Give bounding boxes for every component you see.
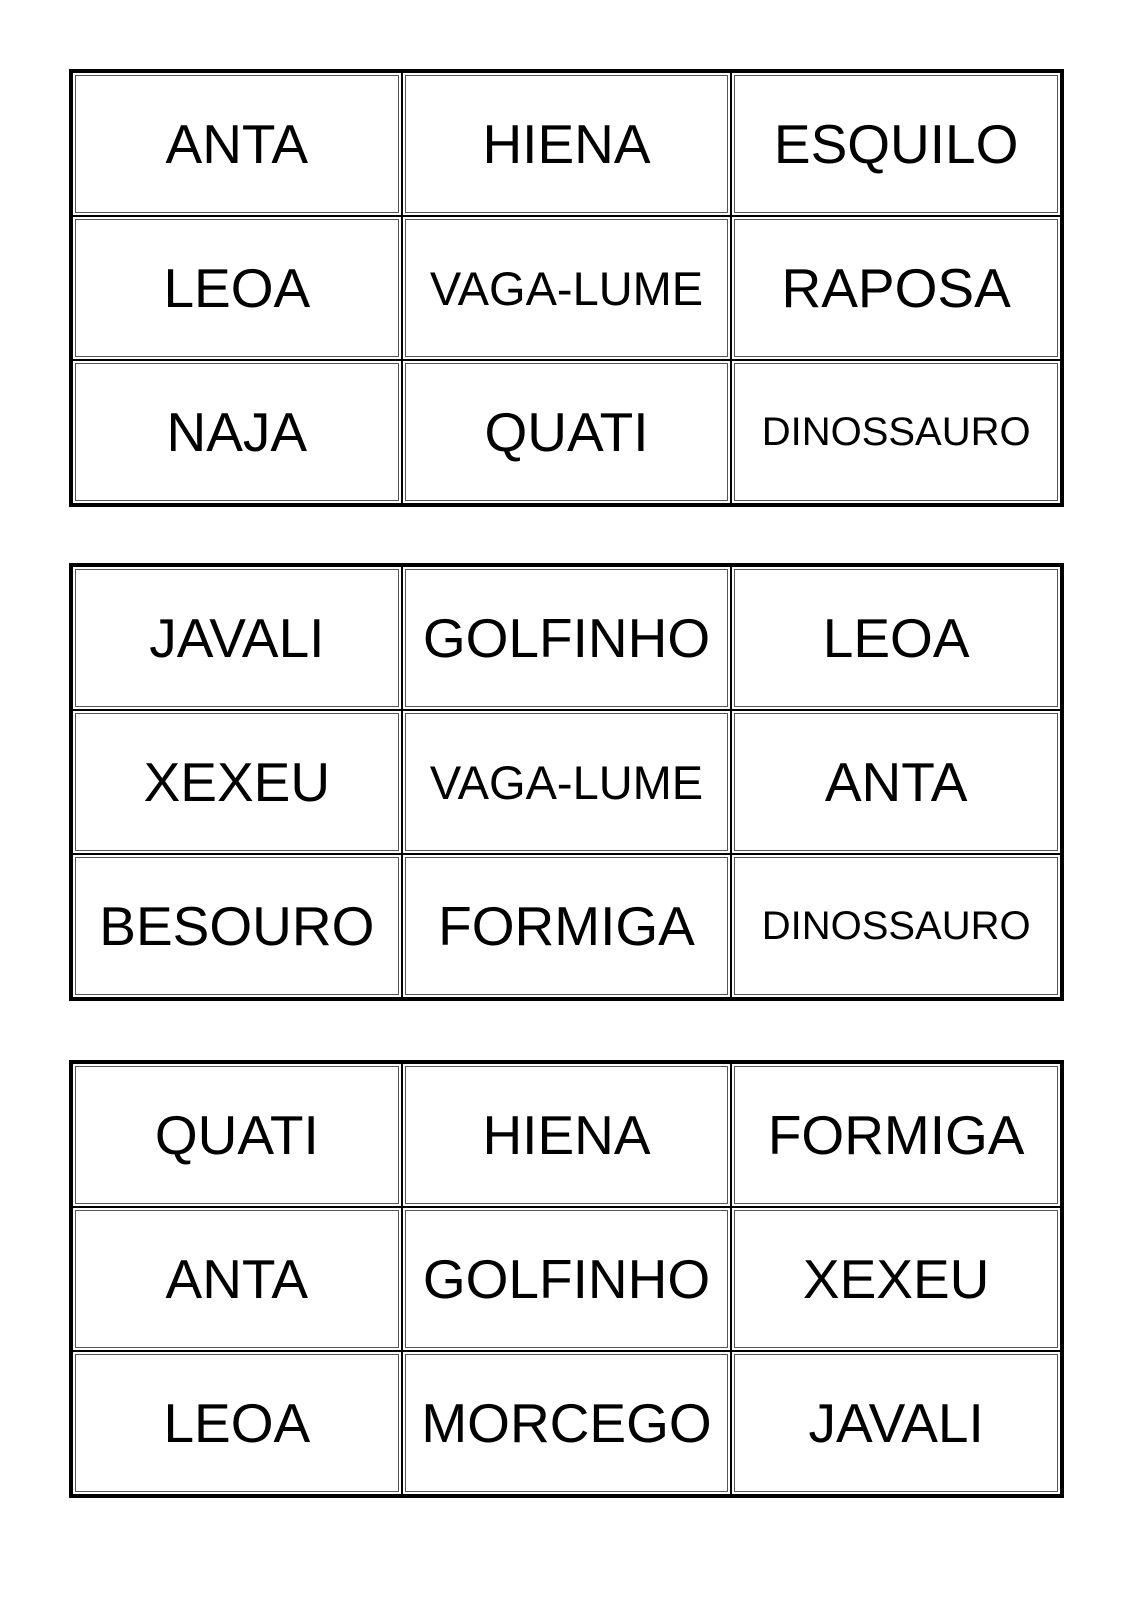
- card-cell: QUATI: [402, 360, 732, 504]
- card-cell: FORMIGA: [731, 1063, 1061, 1207]
- card-cell: GOLFINHO: [402, 566, 732, 710]
- card-cell: RAPOSA: [731, 216, 1061, 360]
- card-cell: MORCEGO: [402, 1351, 732, 1495]
- card-cell: ANTA: [731, 710, 1061, 854]
- card-cell: NAJA: [72, 360, 402, 504]
- card-cell: FORMIGA: [402, 854, 732, 998]
- card-cell: LEOA: [72, 1351, 402, 1495]
- card-cell: QUATI: [72, 1063, 402, 1207]
- card-cell: XEXEU: [731, 1207, 1061, 1351]
- card-cell: HIENA: [402, 72, 732, 216]
- card-cell: DINOSSAURO: [731, 854, 1061, 998]
- card-cell: VAGA-LUME: [402, 710, 732, 854]
- card-cell: DINOSSAURO: [731, 360, 1061, 504]
- card-cell: VAGA-LUME: [402, 216, 732, 360]
- card-cell: HIENA: [402, 1063, 732, 1207]
- card-cell: LEOA: [731, 566, 1061, 710]
- card-cell: ESQUILO: [731, 72, 1061, 216]
- card-cell: BESOURO: [72, 854, 402, 998]
- card-cell: JAVALI: [731, 1351, 1061, 1495]
- bingo-card-1: [69, 69, 1064, 507]
- bingo-card-2: [69, 563, 1064, 1001]
- card-cell: LEOA: [72, 216, 402, 360]
- bingo-card-3: [69, 1060, 1064, 1498]
- card-cell: ANTA: [72, 1207, 402, 1351]
- card-cell: GOLFINHO: [402, 1207, 732, 1351]
- card-cell: JAVALI: [72, 566, 402, 710]
- card-cell: XEXEU: [72, 710, 402, 854]
- card-cell: ANTA: [72, 72, 402, 216]
